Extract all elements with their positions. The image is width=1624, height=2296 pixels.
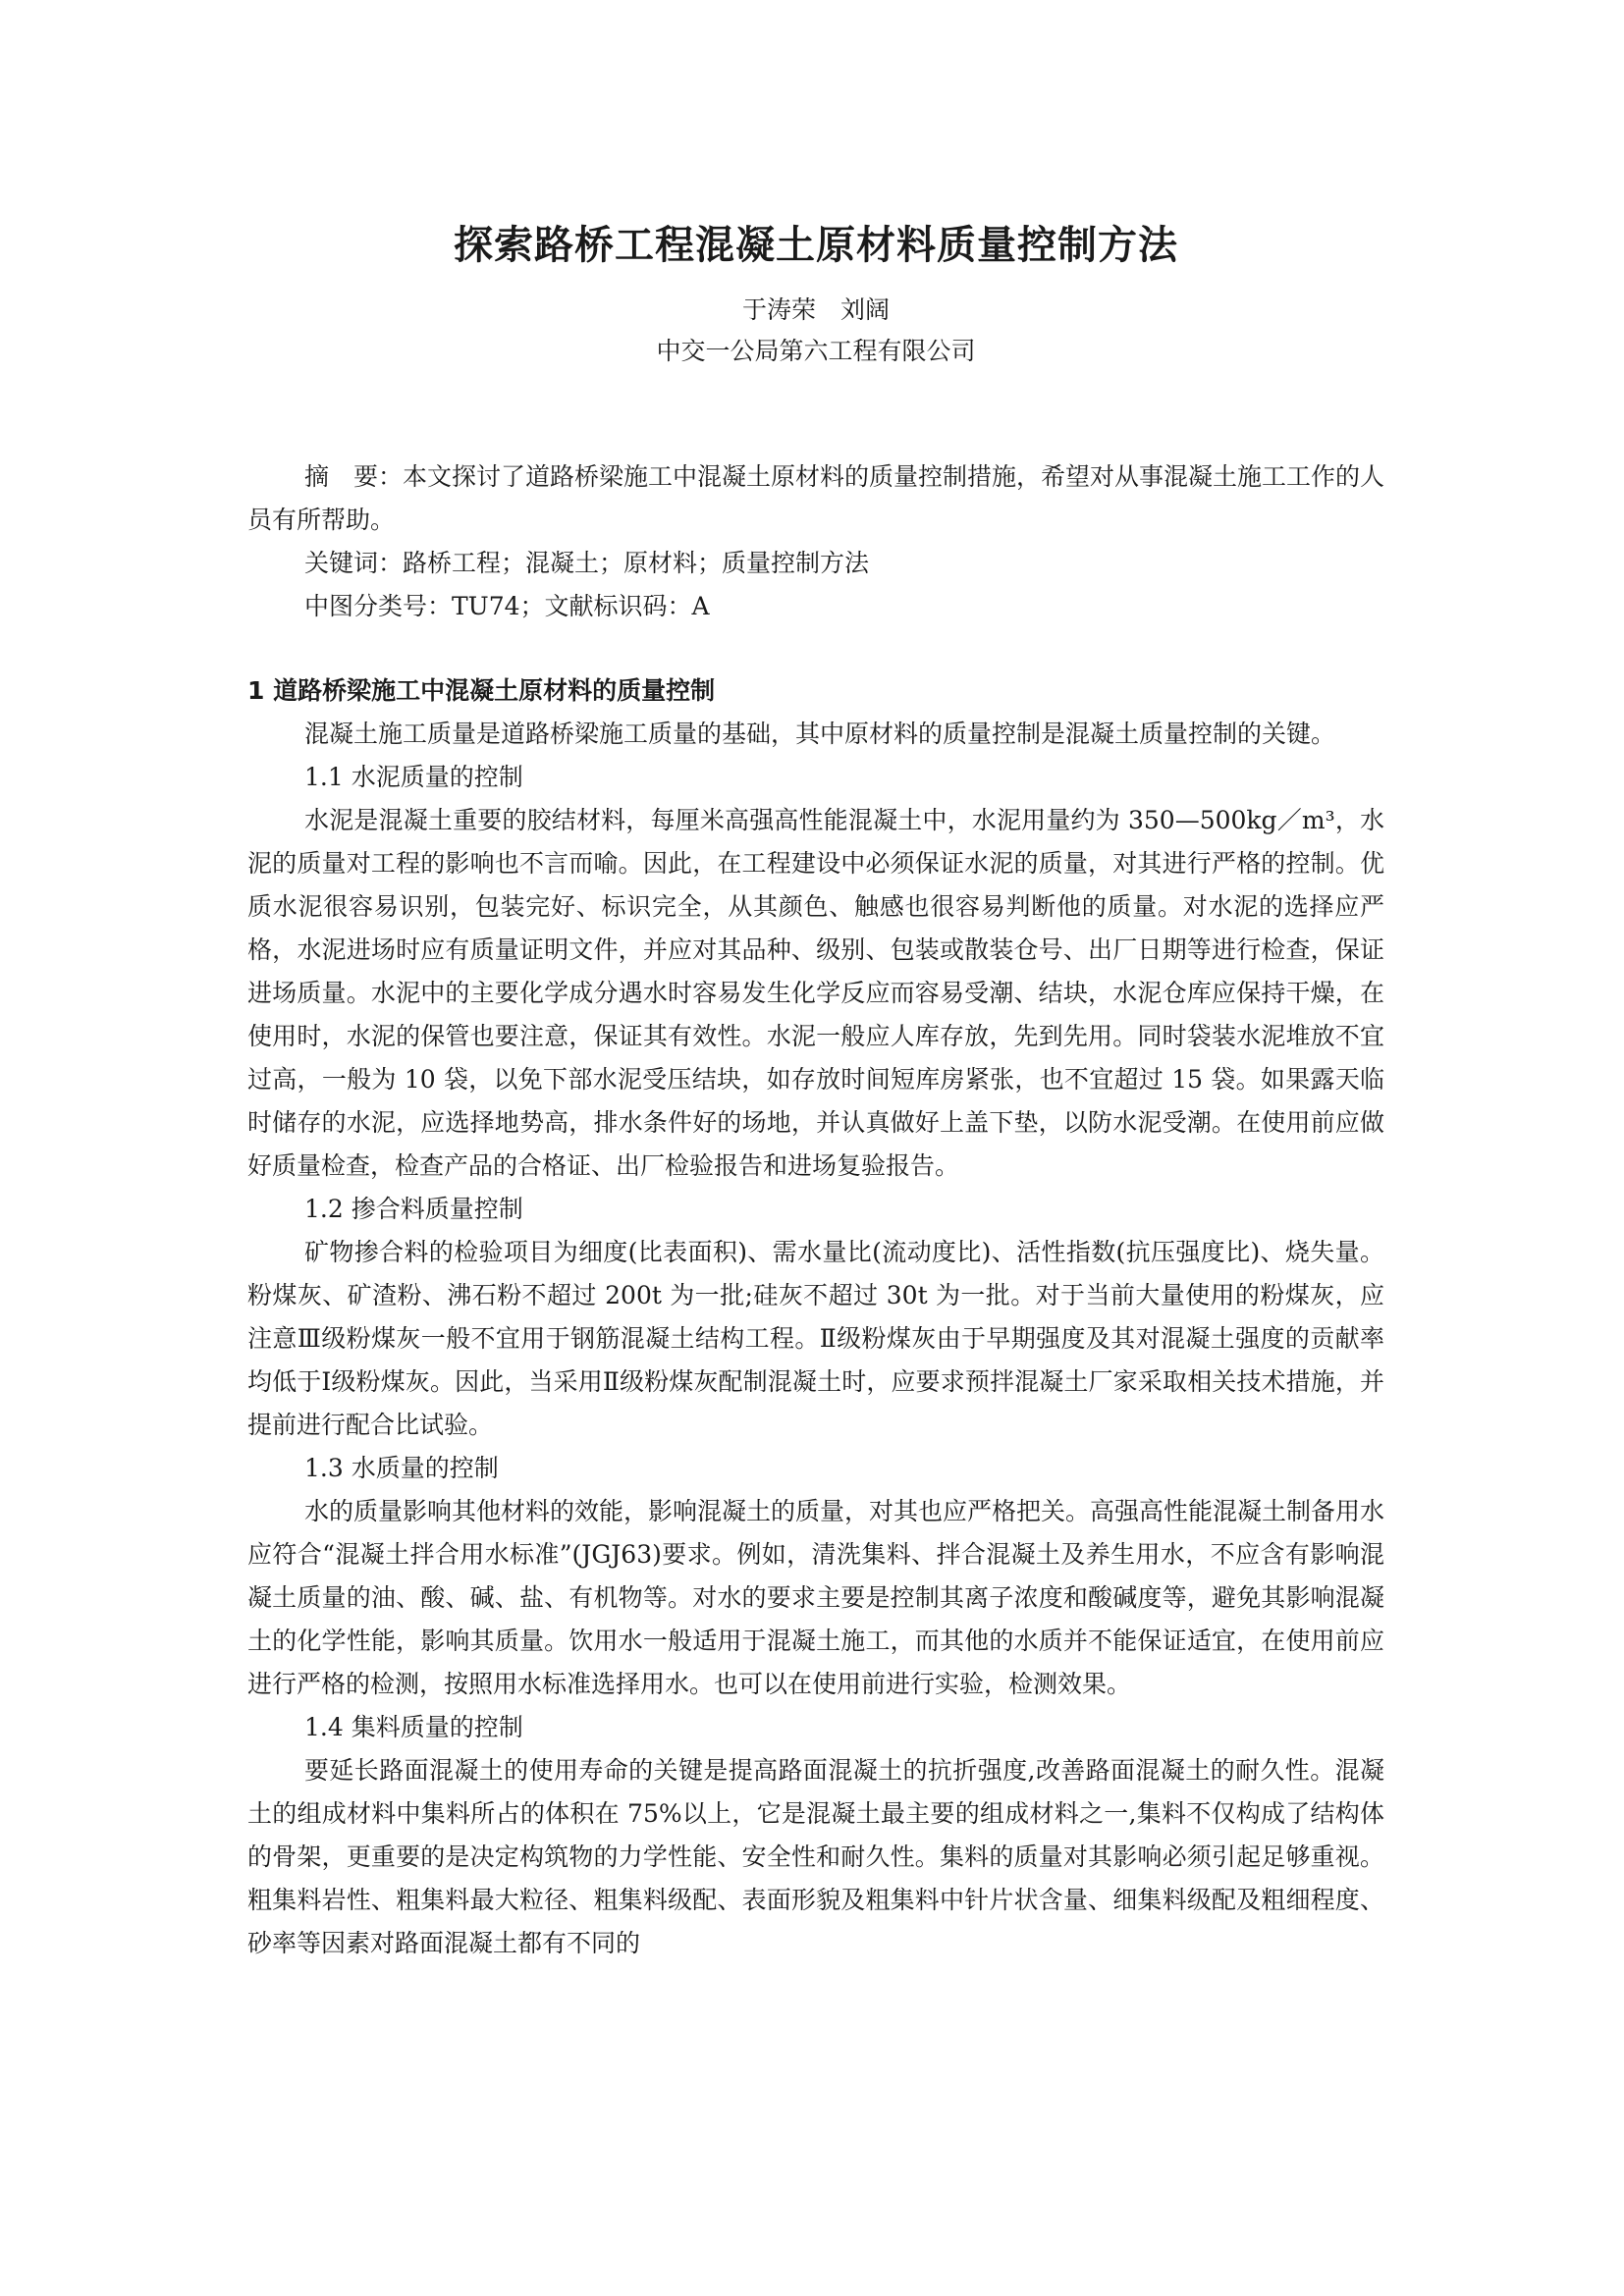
paper-authors: 于涛荣 刘阔 (741, 295, 890, 324)
keywords-line: 关键词：路桥工程；混凝土；原材料；质量控制方法 (304, 549, 870, 577)
section-1-3-heading: 1.3 水质量的控制 (304, 1454, 499, 1482)
section-1-2-body: 矿物掺合料的检验项目为细度(比表面积)、需水量比(流动度比)、活性指数(抗压强度比)、烧失量。粉煤灰、矿渣粉、沸石粉不超过 200t 为一批;硅灰不超过 30t 为一批。对于当前大量使用的粉煤灰，应注意Ⅲ级粉煤灰一般不宜用于钢筋混凝土结构工程。Ⅱ级粉煤灰由于早期强度及其对混凝土强度的贡献率均低于Ⅰ级粉煤灰。因此，当采用Ⅱ级粉煤灰配制混凝土时，应要求预拌混凝土厂家采取相关技术措施，并提前进行配合比试验。 (247, 1238, 1384, 1439)
abstract-section (247, 455, 1384, 628)
section-1-4-heading: 1.4 集料质量的控制 (304, 1713, 523, 1741)
paper-title: 探索路桥工程混凝土原材料质量控制方法 (454, 223, 1178, 268)
section-1-4-body: 要延长路面混凝土的使用寿命的关键是提高路面混凝土的抗折强度,改善路面混凝土的耐久性。混凝土的组成材料中集料所占的体积在 75%以上，它是混凝土最主要的组成材料之一,集料不仅构成了结构体的骨架，更重要的是决定构筑物的力学性能、安全性和耐久性。集料的质量对其影响必须引起足够重视。粗集料岩性、粗集料最大粒径、粗集料级配、表面形貌及粗集料中针片状含量、细集料级配及粗细程度、砂率等因素对路面混凝土都有不同的 (247, 1756, 1384, 1957)
section-1-2-heading: 1.2 掺合料质量控制 (304, 1195, 523, 1223)
paper-affiliation: 中交一公局第六工程有限公司 (656, 337, 976, 365)
section-1-1-heading: 1.1 水泥质量的控制 (304, 763, 523, 791)
section-1-1-body: 水泥是混凝土重要的胶结材料，每厘米高强高性能混凝土中，水泥用量约为 350—500kg／m³，水泥的质量对工程的影响也不言而喻。因此，在工程建设中必须保证水泥的质量，对其进行严格的控制。优质水泥很容易识别，包装完好、标识完全，从其颜色、触感也很容易判断他的质量。对水泥的选择应严格，水泥进场时应有质量证明文件，并应对其品种、级别、包装或散装仓号、出厂日期等进行检查，保证进场质量。水泥中的主要化学成分遇水时容易发生化学反应而容易受潮、结块，水泥仓库应保持干燥，在使用时，水泥的保管也要注意，保证其有效性。水泥一般应人库存放，先到先用。同时袋装水泥堆放不宜过高，一般为 10 袋，以免下部水泥受压结块，如存放时间短库房紧张，也不宜超过 15 袋。如果露天临时储存的水泥，应选择地势高，排水条件好的场地，并认真做好上盖下垫，以防水泥受潮。在使用前应做好质量检查，检查产品的合格证、出厂检验报告和进场复验报告。 (247, 806, 1384, 1180)
section-1-intro: 混凝土施工质量是道路桥梁施工质量的基础，其中原材料的质量控制是混凝土质量控制的关键。 (304, 720, 1336, 748)
section-1-3-body: 水的质量影响其他材料的效能，影响混凝土的质量，对其也应严格把关。高强高性能混凝土制备用水应符合“混凝土拌合用水标准”(JGJ63)要求。例如，清洗集料、拌合混凝土及养生用水，不应含有影响混凝土质量的油、酸、碱、盐、有机物等。对水的要求主要是控制其离子浓度和酸碱度等，避免其影响混凝土的化学性能，影响其质量。饮用水一般适用于混凝土施工，而其他的水质并不能保证适宜，在使用前应进行严格的检测，按照用水标准选择用水。也可以在使用前进行实验，检测效果。 (247, 1497, 1385, 1698)
body-section (247, 669, 1384, 1965)
section-1-heading: 1 道路桥梁施工中混凝土原材料的质量控制 (247, 676, 716, 705)
classification-line: 中图分类号：TU74；文献标识码：A (304, 592, 710, 620)
abstract-text: 摘 要：本文探讨了道路桥梁施工中混凝土原材料的质量控制措施，希望对从事混凝土施工工作的人员有所帮助。 (247, 462, 1385, 534)
